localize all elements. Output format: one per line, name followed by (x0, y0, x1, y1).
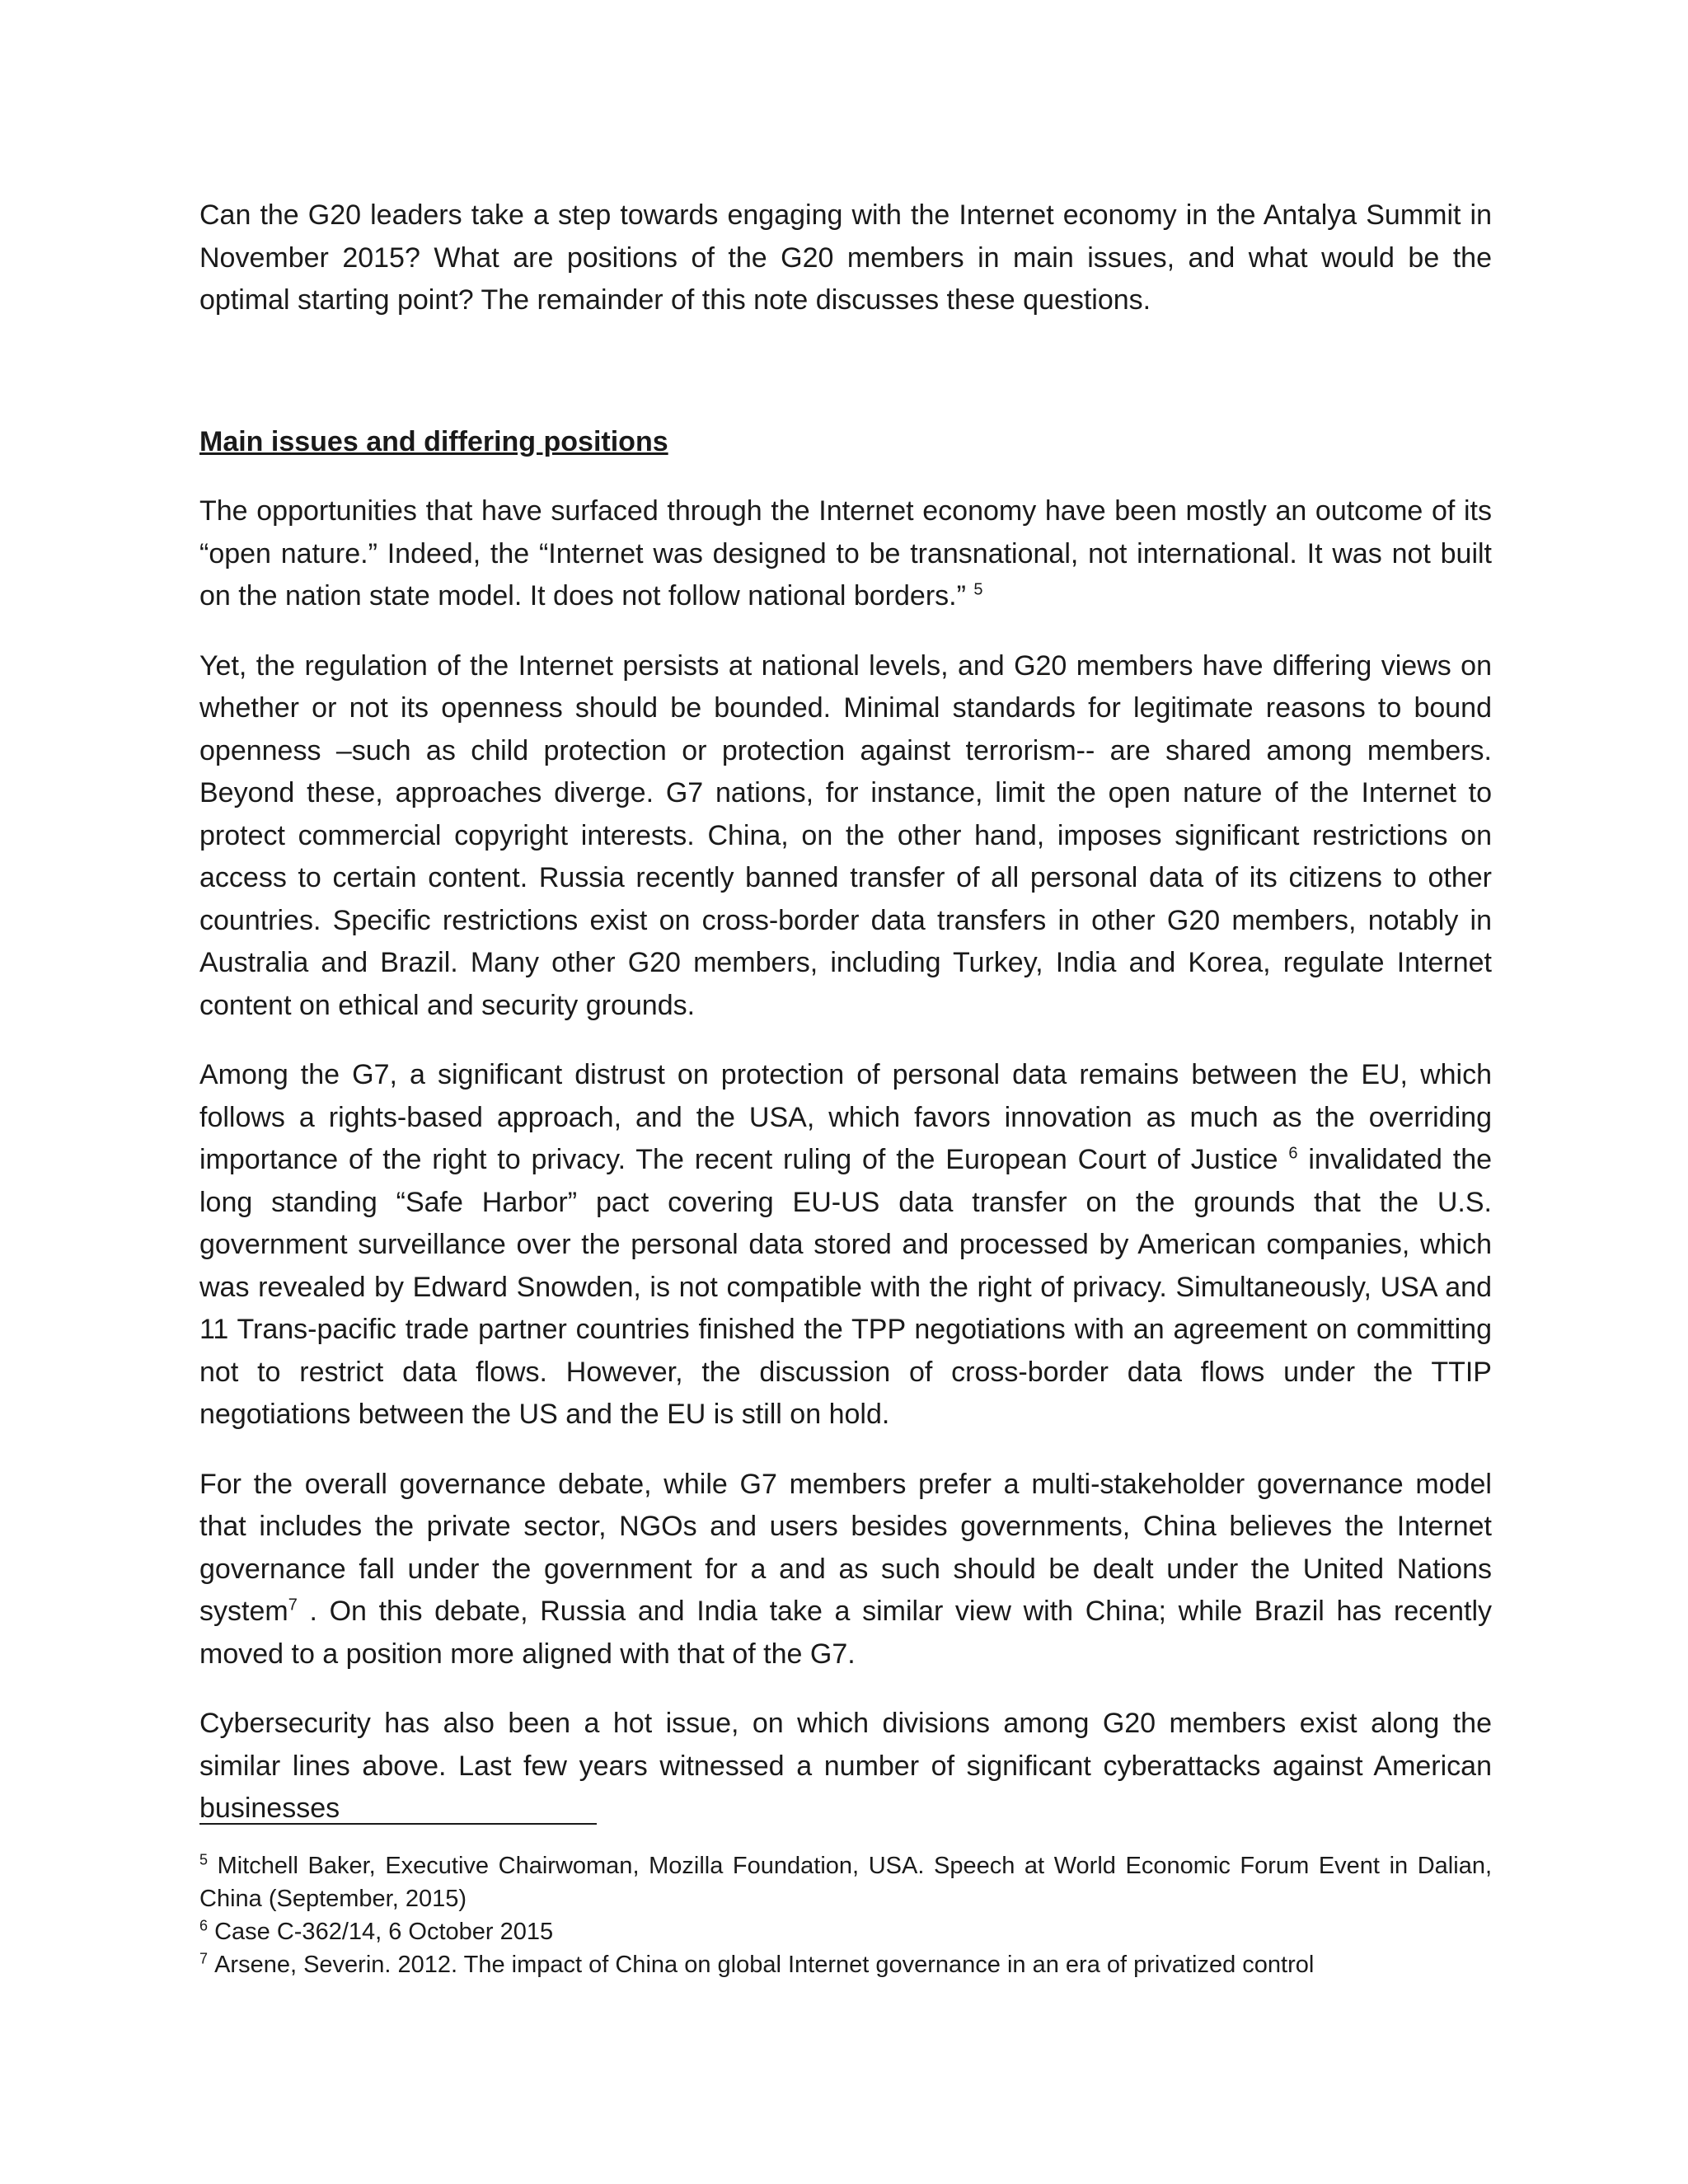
paragraph-text: . On this debate, Russia and India take a similar view with China; while Brazil has recently moved to a position more aligned with that of the G7. (199, 1596, 1492, 1670)
footnote-7 (199, 1948, 1492, 1981)
footnote-5 (199, 1849, 1492, 1915)
footnote-text: Arsene, Severin. 2012. The impact of China on global Internet governance in an era of privatized control (214, 1952, 1315, 1978)
paragraph-text: The opportunities that have surfaced through the Internet economy have been mostly an outcome of its “open nature.” Indeed, the “Internet was designed to be transnational, not international. It was not built on the nation state model. It does not follow national borders.” (199, 495, 1492, 612)
paragraph-regulation: Yet, the regulation of the Internet persists at national levels, and G20 members have differing views on whether or not its openness should be bounded. Minimal standards for legitimate reasons to bound openness –such as child protection or protection against terrorism-- are shared among members. Beyond these, approaches diverge. G7 nations, for instance, limit the open nature of the Internet to protect commercial copyright interests. China, on the other hand, imposes significant restrictions on access to certain content. Russia recently banned transfer of all personal data of its citizens to other countries. Specific restrictions exist on cross-border data transfers in other G20 members, notably in Australia and Brazil. Many other G20 members, including Turkey, India and Korea, regulate Internet content on ethical and security grounds. (199, 649, 1492, 1021)
footnote-ref-5: 5 (973, 580, 983, 599)
footnote-text: Mitchell Baker, Executive Chairwoman, Mozilla Foundation, USA. Speech at World Economic Forum Event in Dalian, China (September, 2015) (199, 1853, 1493, 1912)
footnote-ref-6: 6 (1288, 1144, 1298, 1163)
footnote-number: 6 (199, 1917, 209, 1934)
footnote-number: 5 (199, 1851, 209, 1868)
intro-paragraph: Can the G20 leaders take a step towards engaging with the Internet economy in the Antalya Summit in November 2015? What are positions of the G20 members in main issues, and what would be the optimal starting point? The remainder of this note discusses these questions. (199, 199, 1492, 316)
footnote-number: 7 (199, 1950, 209, 1967)
paragraph-governance (199, 1464, 1492, 1676)
paragraph-cybersecurity: Cybersecurity has also been a hot issue, on which divisions among G20 members exist along the similar lines above. Last few years witnessed a number of significant cyberattacks against American businesses (199, 1708, 1492, 1824)
paragraph-text: For the overall governance debate, while G7 members prefer a multi-stakeholder governance model that includes the private sector, NGOs and users besides governments, China believes the Internet governance fall under the government for a and as such should be dealt under the United Nations system (199, 1468, 1492, 1627)
paragraph-g7-privacy (199, 1054, 1492, 1436)
footnote-divider (199, 1823, 597, 1825)
footnote-6 (199, 1915, 1492, 1948)
paragraph-open-nature (199, 490, 1492, 618)
paragraph-text: Among the G7, a significant distrust on protection of personal data remains between the EU, which follows a rights-based approach, and the USA, which favors innovation as much as the overriding importance of the right to privacy. The recent ruling of the European Court of Justice (199, 1059, 1492, 1175)
footnote-ref-7: 7 (288, 1596, 298, 1615)
section-heading: Main issues and differing positions (199, 425, 668, 457)
footnotes (199, 1849, 1492, 1981)
document-body (199, 194, 1492, 1858)
footnote-text: Case C-362/14, 6 October 2015 (214, 1919, 554, 1945)
paragraph-text: invalidated the long standing “Safe Harbor” pact covering EU-US data transfer on the grounds that the U.S. government surveillance over the personal data stored and processed by American companies, which was revealed by Edward Snowden, is not compatible with the right of privacy. Simultaneously, USA and 11 Trans-pacific trade partner countries finished the TPP negotiations with an agreement on committing not to restrict data flows. However, the discussion of cross-border data flows under the TTIP negotiations between the US and the EU is still on hold. (199, 1144, 1493, 1430)
